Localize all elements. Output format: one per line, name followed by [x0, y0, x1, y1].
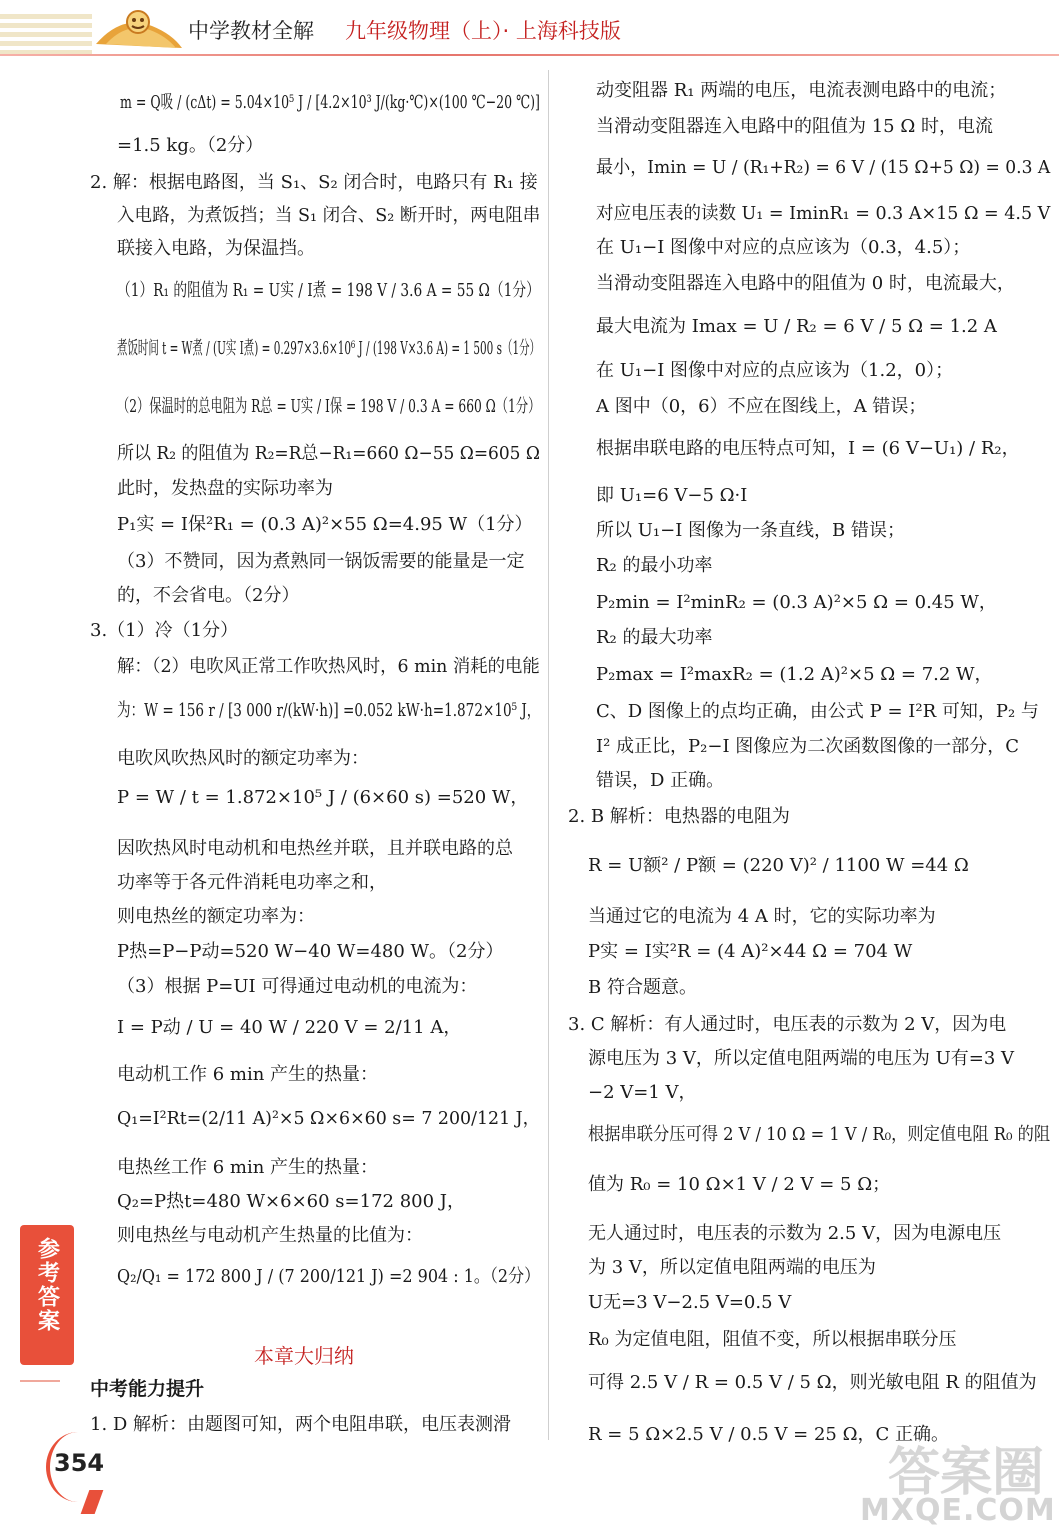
left-text-line: 的，不会省电。（2分）: [117, 585, 300, 606]
side-tab: [20, 1225, 74, 1365]
page-number: 354: [54, 1449, 105, 1477]
left-text-line: 此时，发热盘的实际功率为: [117, 478, 333, 499]
right-text-line: 源电压为 3 V，所以定值电阻两端的电压为 U有=3 V: [588, 1048, 1015, 1069]
left-text-line: （1）R₁ 的阻值为 R₁ = U实 / I煮 = 198 V / 3.6 A = 55 Ω（1分）: [117, 280, 540, 301]
right-text-line: 当滑动变阻器连入电路中的阻值为 0 时，电流最大，: [596, 273, 1015, 294]
left-text-line: 则电热丝的额定功率为：: [117, 906, 315, 927]
right-text-line: 最大电流为 Imax = U / R₂ = 6 V / 5 Ω = 1.2 A: [596, 316, 997, 337]
left-text-line: P = W / t = 1.872×10⁵ J / (6×60 s) =520 W，: [117, 787, 529, 808]
right-text-line: 在 U₁−I 图像中对应的点应该为（0.3，4.5）；: [596, 237, 971, 258]
left-text-line: 所以 R₂ 的阻值为 R₂=R总−R₁=660 Ω−55 Ω=605 Ω: [117, 443, 540, 464]
right-text-line: 根据串联分压可得 2 V / 10 Ω = 1 V / R₀，则定值电阻 R₀ 的阻: [588, 1124, 1051, 1145]
left-text-line: 为：W = 156 r / [3 000 r/(kW·h)] =0.052 kW·h=1.872×10⁵ J，: [117, 700, 541, 721]
side-tab-rule: [20, 1380, 60, 1382]
watermark-url: MXQE.COM: [860, 1493, 1056, 1528]
right-text-line: C、D 图像上的点均正确，由公式 P = I²R 可知，P₂ 与: [596, 701, 1039, 722]
left-text-line: 电热丝工作 6 min 产生的热量：: [117, 1157, 379, 1178]
left-text-line: P₁实 = I保²R₁ = (0.3 A)²×55 Ω=4.95 W（1分）: [117, 514, 533, 535]
right-text-line: 对应电压表的读数 U₁ = IminR₁ = 0.3 A×15 Ω = 4.5 V: [596, 203, 1051, 224]
left-text-line: Q₁=I²Rt=(2/11 A)²×5 Ω×6×60 s= 7 200/121 J，: [117, 1108, 541, 1129]
right-text-line: 可得 2.5 V / R = 0.5 V / 5 Ω，则光敏电阻 R 的阻值为: [588, 1372, 1037, 1393]
watermark-logo-text: 答案圈: [888, 1443, 1045, 1503]
right-text-line: P₂min = I²minR₂ = (0.3 A)²×5 Ω = 0.45 W，: [596, 592, 997, 613]
right-text-line: R₂ 的最小功率: [596, 555, 713, 576]
left-text-line: 2. 解：根据电路图，当 S₁、S₂ 闭合时，电路只有 R₁ 接: [90, 172, 538, 193]
right-text-line: 当通过它的电流为 4 A 时，它的实际功率为: [588, 906, 936, 927]
left-text-line: （3）根据 P=UI 可得通过电动机的电流为：: [117, 976, 478, 997]
header-book-title: 九年级物理（上）· 上海科技版: [345, 19, 621, 43]
right-text-line: U无=3 V−2.5 V=0.5 V: [588, 1292, 792, 1313]
column-divider: [548, 70, 549, 1440]
side-tab-label: 参考答案: [34, 1237, 60, 1333]
right-text-line: R = U额² / P额 = (220 V)² / 1100 W =44 Ω: [588, 855, 969, 876]
left-tail-text-line: 1. D 解析：由题图可知，两个电阻串联，电压表测滑: [90, 1414, 512, 1435]
left-text-line: m = Q吸 / (cΔt) = 5.04×10⁵ J / [4.2×10³ J/(kg·℃)×(100 ℃−20 ℃)]: [120, 92, 540, 113]
left-text-line: I = P动 / U = 40 W / 220 V = 2/11 A，: [117, 1017, 462, 1038]
left-text-line: 电动机工作 6 min 产生的热量：: [117, 1064, 379, 1085]
header-series-title: 中学教材全解: [188, 19, 314, 43]
right-text-line: 2. B 解析：电热器的电阻为: [568, 806, 790, 827]
right-text-line: 在 U₁−I 图像中对应的点应该为（1.2，0）；: [596, 360, 954, 381]
right-text-line: R₂ 的最大功率: [596, 627, 713, 648]
section-title: 本章大归纳: [254, 1344, 354, 1368]
left-text-line: 煮饭时间 t = W煮 / (U实 I煮) = 0.297×3.6×10⁶ J / (198 V×3.6 A) = 1 500 s（1分）: [117, 338, 540, 359]
left-text-line: 3.（1）冷（1分）: [90, 620, 239, 641]
right-text-line: 根据串联电路的电压特点可知，I = (6 V−U₁) / R₂，: [596, 438, 1020, 459]
right-text-line: I² 成正比，P₂−I 图像应为二次函数图像的一部分，C: [596, 736, 1020, 757]
right-text-line: R₀ 为定值电阻，阻值不变，所以根据串联分压: [588, 1329, 957, 1350]
left-text-line: 电吹风吹热风时的额定功率为：: [117, 748, 369, 769]
header-stripes: [0, 14, 92, 54]
right-text-line: P实 = I实²R = (4 A)²×44 Ω = 704 W: [588, 941, 913, 962]
left-text-line: 联接入电路，为保温挡。: [117, 238, 315, 259]
right-text-line: 无人通过时，电压表的示数为 2.5 V，因为电源电压: [588, 1223, 1002, 1244]
right-text-line: 所以 U₁−I 图像为一条直线，B 错误；: [596, 520, 905, 541]
left-text-line: =1.5 kg。（2分）: [117, 135, 264, 156]
right-text-line: P₂max = I²maxR₂ = (1.2 A)²×5 Ω = 7.2 W，: [596, 664, 993, 685]
left-text-line: 功率等于各元件消耗电功率之和，: [117, 872, 387, 893]
right-text-line: 即 U₁=6 V−5 Ω·I: [596, 485, 748, 506]
right-text-line: 最小，Imin = U / (R₁+R₂) = 6 V / (15 Ω+5 Ω) = 0.3 A: [596, 157, 1051, 178]
left-text-line: Q₂/Q₁ = 172 800 J / (7 200/121 J) =2 904 : 1。（2分）: [117, 1266, 541, 1287]
book-logo-icon: [92, 4, 186, 52]
left-text-line: Q₂=P热t=480 W×6×60 s=172 800 J，: [117, 1191, 465, 1212]
left-text-line: 解：（2）电吹风正常工作吹热风时，6 min 消耗的电能: [117, 656, 540, 677]
left-text-line: 因吹热风时电动机和电热丝并联，且并联电路的总: [117, 838, 513, 859]
subsection-title: 中考能力提升: [90, 1378, 205, 1400]
header-rule: [0, 54, 1059, 56]
right-text-line: 动变阻器 R₁ 两端的电压，电流表测电路中的电流；: [596, 80, 1007, 101]
left-text-line: 入电路，为煮饭挡；当 S₁ 闭合、S₂ 断开时，两电阻串: [117, 205, 541, 226]
left-text-line: P热=P−P动=520 W−40 W=480 W。（2分）: [117, 941, 504, 962]
right-text-line: A 图中（0，6）不应在图线上，A 错误；: [596, 396, 927, 417]
right-text-line: −2 V=1 V，: [588, 1082, 697, 1103]
right-text-line: R = 5 Ω×2.5 V / 0.5 V = 25 Ω，C 正确。: [588, 1424, 950, 1445]
right-text-line: 为 3 V，所以定值电阻两端的电压为: [588, 1257, 876, 1278]
left-text-line: （3）不赞同，因为煮熟同一锅饭需要的能量是一定: [117, 551, 525, 572]
left-text-line: （2）保温时的总电阻为 R总 = U实 / I保 = 198 V / 0.3 A = 660 Ω（1分）: [117, 396, 541, 417]
right-text-line: B 符合题意。: [588, 977, 697, 998]
left-text-line: 则电热丝与电动机产生热量的比值为：: [117, 1225, 423, 1246]
right-text-line: 错误，D 正确。: [596, 770, 725, 791]
right-text-line: 3. C 解析：有人通过时，电压表的示数为 2 V，因为电: [568, 1014, 1007, 1035]
right-text-line: 值为 R₀ = 10 Ω×1 V / 2 V = 5 Ω；: [588, 1174, 891, 1195]
right-text-line: 当滑动变阻器连入电路中的阻值为 15 Ω 时，电流: [596, 116, 993, 137]
